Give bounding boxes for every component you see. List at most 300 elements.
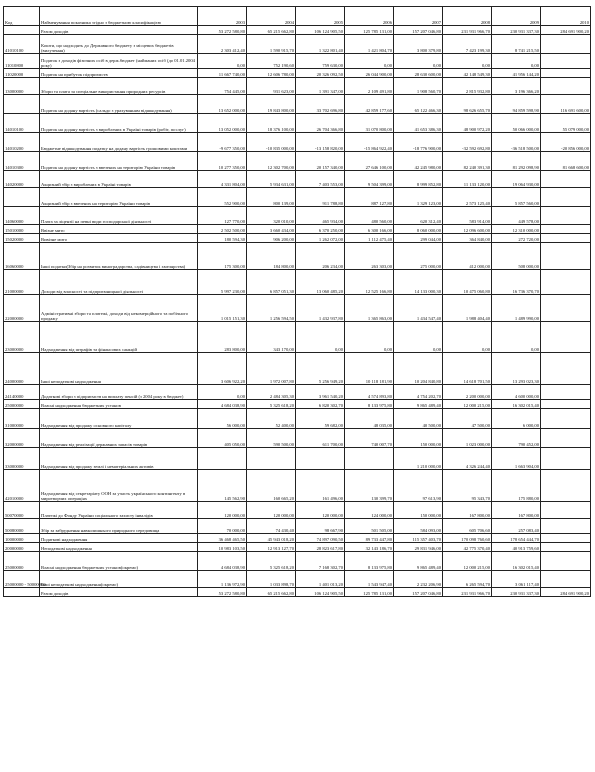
year-value-cell: 0,00 — [394, 54, 443, 69]
budget-code-cell: 15010000 — [4, 225, 40, 234]
year-value-cell: 19 843 800,00 — [247, 95, 296, 114]
table-row — [4, 35, 591, 54]
year-value-cell: 29 831 946,00 — [394, 543, 443, 552]
budget-code-cell — [4, 26, 40, 35]
year-column-header: 2005 — [296, 7, 345, 26]
year-value-cell: 19 064 930,00 — [492, 171, 541, 188]
year-value-cell: 70 000,00 — [198, 519, 247, 534]
year-value-cell: 3 061 117,40 — [492, 571, 541, 588]
year-value-cell — [541, 54, 591, 69]
budget-code-cell: 25000000 - 50000000 — [4, 571, 40, 588]
year-value-cell: 95 343,70 — [443, 470, 492, 502]
budget-code-cell: 50080000 — [4, 519, 40, 534]
table-row — [4, 69, 591, 78]
year-value-cell: 620 312,40 — [394, 207, 443, 225]
year-value-cell: 127 770,00 — [198, 207, 247, 225]
year-value-cell: 10 475 060,80 — [443, 270, 492, 295]
year-value-cell: 887 127,80 — [345, 188, 394, 207]
table-row — [4, 270, 591, 295]
budget-revenue-table — [3, 6, 591, 597]
year-value-cell: 1 434 547,40 — [394, 295, 443, 322]
budget-code-cell — [4, 95, 40, 114]
year-value-cell: 257 083,40 — [492, 519, 541, 534]
year-value-cell: 343 170,00 — [247, 322, 296, 353]
year-value-cell — [198, 448, 247, 470]
year-value-cell: 1 033 898,70 — [247, 571, 296, 588]
year-value-cell: 931 623,00 — [247, 78, 296, 95]
indicator-name-cell: Збори та плата за спеціальне використання природних ресурсів — [40, 78, 198, 95]
year-value-cell: 150 000,00 — [394, 429, 443, 448]
year-value-cell: 1 543 947,40 — [345, 571, 394, 588]
table-row — [4, 429, 591, 448]
year-value-cell: 2 303 412,40 — [198, 35, 247, 54]
year-value-cell: 9 865 489,40 — [394, 552, 443, 571]
indicator-name-cell: Податкові надходження — [40, 534, 198, 543]
year-value-cell: 283 800,00 — [198, 322, 247, 353]
budget-code-cell: 22000000 — [4, 295, 40, 322]
year-value-cell: 552 900,00 — [198, 188, 247, 207]
year-value-cell: 10 118 181,90 — [345, 353, 394, 385]
year-value-cell: 12 000 215,00 — [443, 400, 492, 409]
year-value-cell: 74 897 090,50 — [296, 534, 345, 543]
year-value-cell: 170 098 760,60 — [443, 534, 492, 543]
year-value-cell: 6 265 594,70 — [443, 571, 492, 588]
indicator-name-cell: Доходи від власності та підприємницької діяльності — [40, 270, 198, 295]
year-value-cell: 6 000,00 — [492, 409, 541, 429]
year-value-cell: 1 322 801,40 — [296, 35, 345, 54]
table-row — [4, 188, 591, 207]
year-value-cell: 28 630 600,00 — [394, 69, 443, 78]
year-value-cell: 160 665,20 — [247, 470, 296, 502]
year-value-cell: 175 300,00 — [198, 243, 247, 270]
year-value-cell: 47 500,00 — [443, 409, 492, 429]
budget-code-cell: 16060000 — [4, 243, 40, 270]
year-value-cell: 20 157 340,00 — [296, 152, 345, 171]
indicator-name-cell: Власні надходження бюджетних установ — [40, 400, 198, 409]
year-value-cell: 4 326 244,40 — [443, 448, 492, 470]
year-value-cell: 56 000,00 — [198, 409, 247, 429]
year-value-cell — [541, 543, 591, 552]
year-value-cell: 8 741 215,50 — [492, 35, 541, 54]
table-row — [4, 234, 591, 243]
year-value-cell: 2 815 932,80 — [443, 78, 492, 95]
indicator-name-cell: Надходження від штрафів та фінансових санкцій — [40, 322, 198, 353]
budget-code-cell: 13000000 — [4, 78, 40, 95]
year-value-cell — [541, 243, 591, 270]
indicator-name-cell: Надходження від продажу основного капіталу — [40, 409, 198, 429]
year-value-cell: 5 325 618,20 — [247, 400, 296, 409]
table-row — [4, 400, 591, 409]
table-row — [4, 470, 591, 502]
year-value-cell: 65 215 662,80 — [247, 588, 296, 597]
year-value-cell: 1 112 475,40 — [345, 234, 394, 243]
budget-code-cell: 14060000 — [4, 207, 40, 225]
year-value-cell: 0,00 — [198, 385, 247, 400]
year-value-cell: 320 010,00 — [247, 207, 296, 225]
year-value-cell: 42 859 177,60 — [345, 95, 394, 114]
year-value-cell: 180 594,30 — [198, 234, 247, 243]
year-value-cell: 52 400,00 — [247, 409, 296, 429]
year-value-cell: 284 691 900,20 — [541, 26, 591, 35]
year-value-cell — [541, 207, 591, 225]
year-value-cell: 106 124 905,50 — [296, 588, 345, 597]
table-row — [4, 78, 591, 95]
name-column-header: Найменування показника згідно з бюджетною класифікацією — [40, 7, 198, 26]
year-value-cell: 1 015 151,30 — [198, 295, 247, 322]
year-value-cell: 12 606 780,00 — [247, 69, 296, 78]
year-value-cell: 175 880,00 — [492, 470, 541, 502]
year-value-cell: 299 044,00 — [394, 234, 443, 243]
year-value-cell: 790 452,00 — [492, 429, 541, 448]
year-value-cell: 8 999 852,80 — [394, 171, 443, 188]
budget-code-cell: 11010800 — [4, 54, 40, 69]
year-value-cell: 3 606 922,20 — [198, 353, 247, 385]
indicator-name-cell: Акцизний збір з вироблених в Україні товарів — [40, 171, 198, 188]
year-value-cell: 8 133 975,80 — [345, 552, 394, 571]
year-value-cell: 41 956 144,20 — [492, 69, 541, 78]
year-value-cell: 0,00 — [394, 322, 443, 353]
indicator-name-cell: Податок на додану вартість (сальдо з урахуванням відшкодування) — [40, 95, 198, 114]
year-value-cell: 11 667 740,00 — [198, 69, 247, 78]
year-value-cell: 178 654 444,70 — [492, 534, 541, 543]
table-row — [4, 322, 591, 353]
indicator-name-cell: Вивізне мито — [40, 234, 198, 243]
table-row — [4, 171, 591, 188]
year-value-cell: -10 835 000,00 — [247, 133, 296, 152]
year-value-cell: 13 652 000,00 — [198, 95, 247, 114]
table-row — [4, 588, 591, 597]
year-value-cell: 1 401 013,20 — [296, 571, 345, 588]
year-value-cell: 27 646 100,00 — [345, 152, 394, 171]
year-value-cell: 42 775 370,40 — [443, 543, 492, 552]
year-value-cell: 272 720,00 — [492, 234, 541, 243]
year-value-cell: 120 000,00 — [198, 502, 247, 519]
table-row — [4, 448, 591, 470]
year-value-cell: 14 618 701,50 — [443, 353, 492, 385]
year-value-cell: 65 122 466,30 — [394, 95, 443, 114]
year-value-cell: 5 857 560,00 — [492, 188, 541, 207]
year-value-cell: 53 272 580,80 — [198, 588, 247, 597]
table-row — [4, 534, 591, 543]
year-value-cell: 9 504 399,00 — [345, 171, 394, 188]
year-value-cell — [541, 409, 591, 429]
year-value-cell: 13 293 023,30 — [492, 353, 541, 385]
budget-code-cell: 25000000 — [4, 400, 40, 409]
year-value-cell — [247, 448, 296, 470]
year-value-cell: 0,00 — [296, 322, 345, 353]
year-value-cell: 157 207 046,80 — [394, 26, 443, 35]
year-value-cell: 1 421 804,70 — [345, 35, 394, 54]
budget-code-cell: 20000000 — [4, 543, 40, 552]
year-column-header: 2006 — [345, 7, 394, 26]
year-value-cell: 82 240 391,30 — [443, 152, 492, 171]
year-value-cell: 1 988 404,40 — [443, 295, 492, 322]
year-value-cell: 759 630,00 — [296, 54, 345, 69]
table-body — [4, 26, 591, 597]
indicator-name-cell: Інші податки(Збір на розвиток виноградарства, садівництва і хмелярства) — [40, 243, 198, 270]
year-value-cell: 412 000,00 — [443, 243, 492, 270]
year-value-cell: 145 562,90 — [198, 470, 247, 502]
year-value-cell: 1 663 904,00 — [492, 448, 541, 470]
year-value-cell: 275 000,00 — [394, 243, 443, 270]
year-value-cell: 611 700,00 — [296, 429, 345, 448]
year-value-cell — [541, 78, 591, 95]
budget-code-cell: 11020000 — [4, 69, 40, 78]
year-value-cell: 1 908 560,70 — [394, 78, 443, 95]
year-value-cell: 4 684 038,90 — [198, 552, 247, 571]
year-value-cell: 4 600 000,00 — [492, 385, 541, 400]
year-value-cell: 3 961 540,20 — [296, 385, 345, 400]
year-value-cell: 740 007,70 — [345, 429, 394, 448]
year-value-cell: 9 865 489,40 — [394, 400, 443, 409]
year-value-cell: -13 158 820,00 — [296, 133, 345, 152]
year-value-cell: 800 139,00 — [247, 188, 296, 207]
year-value-cell: 97 613,90 — [394, 470, 443, 502]
table-row — [4, 295, 591, 322]
year-value-cell: 120 000,00 — [296, 502, 345, 519]
table-row — [4, 207, 591, 225]
year-value-cell: 167 800,00 — [443, 502, 492, 519]
year-value-cell: 125 785 131,00 — [345, 588, 394, 597]
budget-code-cell: 42010000 — [4, 470, 40, 502]
year-value-cell: 12 310 000,00 — [492, 225, 541, 234]
year-value-cell: 5 256 949,20 — [296, 353, 345, 385]
year-value-cell — [345, 448, 394, 470]
year-value-cell — [541, 322, 591, 353]
indicator-name-cell: Бюджетне відшкодування податку на додану вартість грошовими коштами — [40, 133, 198, 152]
table-row — [4, 543, 591, 552]
year-value-cell: 26 704 366,80 — [296, 114, 345, 133]
year-value-cell: 12 000 215,00 — [443, 552, 492, 571]
year-column-header: 2004 — [247, 7, 296, 26]
indicator-name-cell: Надходження від реалізації державних запасів товарів — [40, 429, 198, 448]
indicator-name-cell: Податок з доходів фізичних осіб в держ.бюджет (найманих осіб (до 01.01.2004 року) — [40, 54, 198, 69]
year-value-cell: 13 060 485,20 — [296, 270, 345, 295]
table-row — [4, 26, 591, 35]
budget-code-cell: 21000000 — [4, 270, 40, 295]
year-value-cell: 263 303,00 — [345, 243, 394, 270]
year-value-cell — [541, 35, 591, 54]
year-value-cell — [541, 353, 591, 385]
budget-code-cell: 23000000 — [4, 322, 40, 353]
year-value-cell: 4 754 202,70 — [394, 385, 443, 400]
indicator-name-cell: Інші неподаткові надходження(окремо) — [40, 571, 198, 588]
year-value-cell: 231 931 966,70 — [443, 588, 492, 597]
year-value-cell — [541, 69, 591, 78]
year-value-cell: 32 143 186,70 — [345, 543, 394, 552]
indicator-name-cell: Збір за забруднення навколишнього природного середовища — [40, 519, 198, 534]
budget-code-cell: 25000000 — [4, 552, 40, 571]
year-value-cell: 1 590 915,70 — [247, 35, 296, 54]
budget-code-cell: 14010100 — [4, 114, 40, 133]
year-value-cell: 65 215 662,80 — [247, 26, 296, 35]
year-value-cell: 6 820 302,70 — [296, 400, 345, 409]
table-row — [4, 243, 591, 270]
table-row — [4, 152, 591, 171]
year-value-cell: 33 702 696,80 — [296, 95, 345, 114]
year-value-cell: 284 691 900,20 — [541, 588, 591, 597]
indicator-name-cell: Інші неподаткові надходження — [40, 353, 198, 385]
year-value-cell: 911 788,80 — [296, 188, 345, 207]
year-column-header: 2007 — [394, 7, 443, 26]
year-value-cell: 55 079 000,00 — [541, 114, 591, 133]
year-value-cell: 4 684 038,90 — [198, 400, 247, 409]
year-value-cell: 2 502 500,00 — [198, 225, 247, 234]
year-value-cell: 6 370 250,00 — [296, 225, 345, 234]
year-value-cell: 584 093,00 — [394, 519, 443, 534]
year-value-cell: 120 000,00 — [247, 502, 296, 519]
year-value-cell: 115 357 403,70 — [394, 534, 443, 543]
year-value-cell: -32 592 692,80 — [443, 133, 492, 152]
year-value-cell: 1 972 007,80 — [247, 353, 296, 385]
year-value-cell: 11 133 120,00 — [443, 171, 492, 188]
budget-code-cell — [4, 188, 40, 207]
table-row — [4, 225, 591, 234]
year-value-cell: 364 840,00 — [443, 234, 492, 243]
year-value-cell: 480 560,00 — [345, 207, 394, 225]
year-value-cell: 42 148 549,30 — [443, 69, 492, 78]
header-row — [4, 7, 591, 26]
table-row — [4, 54, 591, 69]
table-row — [4, 133, 591, 152]
year-value-cell: 26 044 900,00 — [345, 69, 394, 78]
year-value-cell: 0,00 — [345, 322, 394, 353]
year-value-cell: 449 578,00 — [492, 207, 541, 225]
table-header — [4, 7, 591, 26]
year-value-cell: 94 859 598,90 — [492, 95, 541, 114]
year-value-cell: 1 329 123,00 — [394, 188, 443, 207]
year-value-cell: 10 204 840,80 — [394, 353, 443, 385]
year-value-cell: 590 500,00 — [247, 429, 296, 448]
year-value-cell — [541, 225, 591, 234]
year-value-cell: 405 050,00 — [198, 429, 247, 448]
table-row — [4, 552, 591, 571]
year-value-cell: 231 931 966,70 — [443, 26, 492, 35]
year-value-cell: 10 277 350,00 — [198, 152, 247, 171]
year-value-cell: 81 292 098,90 — [492, 152, 541, 171]
year-value-cell: 16 302 015,40 — [492, 400, 541, 409]
year-value-cell: 0,00 — [443, 322, 492, 353]
year-value-cell: 1 136 972,90 — [198, 571, 247, 588]
year-value-cell — [541, 270, 591, 295]
year-value-cell: 31 070 800,00 — [345, 114, 394, 133]
year-value-cell: 53 272 580,80 — [198, 26, 247, 35]
year-value-cell: 230 931 337,30 — [492, 26, 541, 35]
year-value-cell: 41 653 386,30 — [394, 114, 443, 133]
year-value-cell — [541, 470, 591, 502]
indicator-name-cell: Плата за ліцензії на певні види господарської діяльності — [40, 207, 198, 225]
year-value-cell — [541, 519, 591, 534]
year-value-cell — [541, 534, 591, 543]
budget-code-cell: 24140000 — [4, 385, 40, 400]
budget-code-cell: 50070000 — [4, 502, 40, 519]
indicator-name-cell: Податок на прибуток підприємств — [40, 69, 198, 78]
year-value-cell — [541, 552, 591, 571]
year-value-cell — [541, 502, 591, 519]
year-value-cell: 106 124 905,50 — [296, 26, 345, 35]
code-column-header: Код — [4, 7, 40, 26]
year-value-cell: 167 800,00 — [492, 502, 541, 519]
year-value-cell: 12 302 700,00 — [247, 152, 296, 171]
year-value-cell: 12 525 166,80 — [345, 270, 394, 295]
year-value-cell: 150 000,00 — [394, 502, 443, 519]
year-value-cell: 1 262 072,00 — [296, 234, 345, 243]
year-value-cell: 74 430,40 — [247, 519, 296, 534]
year-value-cell: 501 505,00 — [345, 519, 394, 534]
budget-code-cell: 15020000 — [4, 234, 40, 243]
year-value-cell: 48 900 972,20 — [443, 114, 492, 133]
year-value-cell — [541, 400, 591, 409]
year-value-cell: 81 668 600,00 — [541, 152, 591, 171]
year-value-cell: 1 023 000,00 — [443, 429, 492, 448]
year-value-cell: -9 677 350,00 — [198, 133, 247, 152]
year-value-cell: 0,00 — [492, 54, 541, 69]
year-value-cell: 124 000,00 — [345, 502, 394, 519]
year-value-cell: 1 365 863,00 — [345, 295, 394, 322]
year-value-cell: 28 823 617,80 — [296, 543, 345, 552]
budget-code-cell: 33000000 — [4, 448, 40, 470]
year-value-cell: 12 096 600,00 — [443, 225, 492, 234]
year-value-cell: 6 300 166,00 — [345, 225, 394, 234]
indicator-name-cell: Разом доходів — [40, 588, 198, 597]
year-value-cell: -36 518 500,00 — [492, 133, 541, 152]
year-value-cell: 4 331 804,00 — [198, 171, 247, 188]
year-value-cell: 5 997 230,00 — [198, 270, 247, 295]
year-value-cell: 16 302 015,40 — [492, 552, 541, 571]
year-value-cell: 18 376 100,00 — [247, 114, 296, 133]
year-value-cell: 12 913 127,70 — [247, 543, 296, 552]
year-column-header: 2009 — [492, 7, 541, 26]
year-value-cell: -15 864 922,40 — [345, 133, 394, 152]
indicator-name-cell: Додаткові збори з підприємств на виплату пенсій (з 2004 року в бюджет) — [40, 385, 198, 400]
year-value-cell: 7 168 302,70 — [296, 552, 345, 571]
indicator-name-cell: Податок на додану вартість з ввезених на територію України товарів — [40, 152, 198, 171]
year-value-cell: 230 931 337,30 — [492, 588, 541, 597]
year-value-cell: 184 800,00 — [247, 243, 296, 270]
table-row — [4, 353, 591, 385]
year-value-cell: 754 445,00 — [198, 78, 247, 95]
year-value-cell: 2 109 491,80 — [345, 78, 394, 95]
year-value-cell: -18 776 900,00 — [394, 133, 443, 152]
year-column-header: 2003 — [198, 7, 247, 26]
table-row — [4, 114, 591, 133]
year-value-cell: 0,00 — [198, 54, 247, 69]
year-value-cell: 157 207 046,80 — [394, 588, 443, 597]
indicator-name-cell: Власні надходження бюджетних установ(окремо) — [40, 552, 198, 571]
year-value-cell: 2 232 206,90 — [394, 571, 443, 588]
year-value-cell: 583 914,00 — [443, 207, 492, 225]
budget-code-cell — [4, 588, 40, 597]
year-value-cell: 20 326 092,50 — [296, 69, 345, 78]
year-value-cell: 6 857 051,30 — [247, 270, 296, 295]
year-value-cell: 125 785 131,00 — [345, 26, 394, 35]
year-value-cell: 40 500,00 — [394, 409, 443, 429]
budget-code-cell: 41010100 — [4, 35, 40, 54]
year-value-cell: 1 391 347,00 — [296, 78, 345, 95]
year-value-cell: 161 496,00 — [296, 470, 345, 502]
table-row — [4, 519, 591, 534]
budget-code-cell: 14010300 — [4, 152, 40, 171]
table-row — [4, 409, 591, 429]
year-value-cell: 1 210 000,00 — [394, 448, 443, 470]
year-value-cell: 36 468 465,50 — [198, 534, 247, 543]
year-value-cell: 3 196 366,20 — [492, 78, 541, 95]
year-value-cell — [541, 448, 591, 470]
indicator-name-cell: Адміністративні збори та платежі, доходи від некомерційного та побічного продажу — [40, 295, 198, 322]
year-value-cell: 3 800 379,80 — [394, 35, 443, 54]
indicator-name-cell: Неподаткові надходження — [40, 543, 198, 552]
table-row — [4, 385, 591, 400]
